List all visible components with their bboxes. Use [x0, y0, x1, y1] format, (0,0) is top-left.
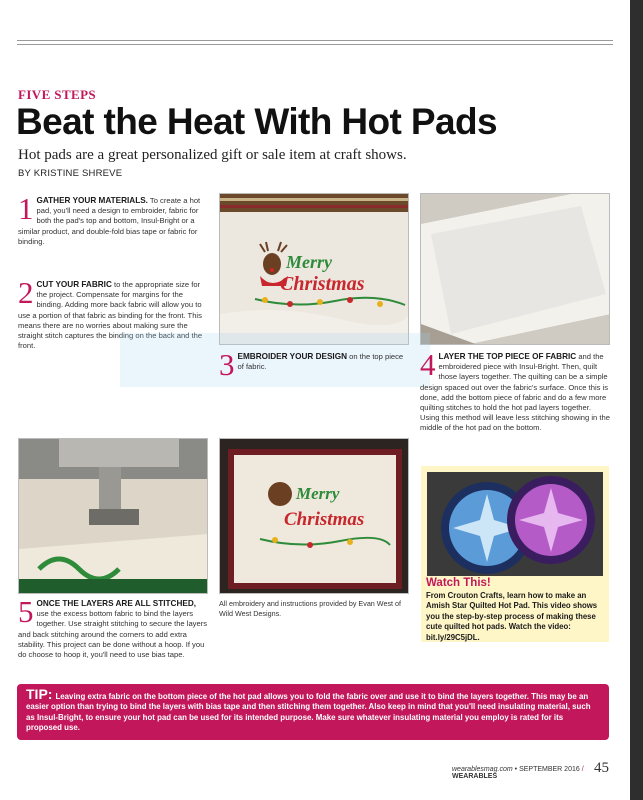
step-text: To create a hot pad, you'll need a design to embroider, fabric for both the pad's top and bottom, Insul-Bright or a similar product, and double-fold bias tape or fabric for binding.: [18, 196, 201, 246]
embroidery-illustration: [220, 194, 409, 345]
byline: BY KRISTINE SHREVE: [18, 168, 123, 179]
step-heading: ONCE THE LAYERS ARE ALL STITCHED,: [36, 599, 197, 608]
step-4: [420, 347, 612, 434]
photo-embroidery-fabric: [219, 193, 409, 345]
hot-pad-merry: Merry: [296, 484, 340, 503]
step-heading: GATHER YOUR MATERIALS.: [36, 196, 148, 205]
kicker: FIVE STEPS: [18, 87, 97, 102]
embroidery-merry: Merry: [286, 252, 332, 272]
step-text: on the top piece of fabric.: [237, 352, 404, 372]
step-number: 4: [420, 347, 436, 382]
top-rule: [17, 40, 613, 41]
footer-slash: /: [581, 766, 584, 773]
watch-title: Watch This!: [426, 577, 491, 589]
page-edge: [630, 0, 643, 800]
step-text: to the appropriate size for the project. Compensate for margins for the binding. Adding more back fabric will allow you to use a portion of that fabric as binding for the front. This means there are no worries about making sure the straight stitch captures the binding on the back and the front.: [18, 280, 203, 351]
footer-issue: SEPTEMBER 2016: [519, 766, 580, 773]
step-5: [18, 594, 210, 660]
step-number: 1: [18, 191, 34, 226]
footer-section: WEARABLES: [452, 773, 498, 780]
step-heading: EMBROIDER YOUR DESIGN: [237, 352, 347, 361]
watch-video-thumbnail[interactable]: [427, 472, 603, 576]
photo-layered-fabric: [420, 193, 610, 345]
embroidery-christmas: Christmas: [280, 273, 365, 295]
top-rule-2: [17, 44, 613, 45]
photo-finished-hot-pad: [219, 438, 409, 594]
step-heading: CUT YOUR FABRIC: [36, 280, 112, 289]
page-title: Beat the Heat With Hot Pads: [16, 101, 497, 142]
watch-text: From Crouton Crafts, learn how to make an Amish Star Quilted Hot Pad. This video shows you the step-by-step process of making these cute quilted hot pads. Watch the video: bit.ly/29C5jDL.: [426, 591, 598, 642]
footer-site: wearablesmag.com: [452, 766, 513, 773]
photo-sewing-machine: [18, 438, 208, 594]
step-number: 5: [18, 594, 34, 629]
hot-pad-christmas: Christmas: [284, 509, 365, 530]
step-text: and the embroidered piece with Insul-Bright. Then, quilt those layers together. The quilting can be a simple design spaced out over the fabric's surface. Once this is done, add the bottom piece of fabric and do a few more quilting stitches to hold the hot pad layers together. Using this method will leave less stitching showing in the middle of the hot pad on the bottom.: [420, 352, 610, 433]
step-heading: LAYER THE TOP PIECE OF FABRIC: [438, 352, 577, 361]
step-3: [219, 347, 411, 382]
footer-sep: •: [514, 766, 518, 773]
tip-label: TIP:: [26, 686, 53, 702]
dek: Hot pads are a great personalized gift or sale item at craft shows.: [18, 147, 407, 163]
photo-caption: All embroidery and instructions provided by Evan West of Wild West Designs.: [219, 599, 402, 618]
step-number: 3: [219, 347, 235, 382]
page-number: 45: [594, 760, 609, 776]
tip-text: Leaving extra fabric on the bottom piece of the hot pad allows you to fold the fabric over and use it to bind the layers together. This may be an easier option than trying to bind the layers with bias tape and then stitching them together. Also keep in mind that you'll need insulating material, such as Insul-Bright, to ensure your hot pad can be used for its intended purpose. Make sure whatever insulating material you employ is rated for its proposed use.: [26, 692, 591, 732]
step-text: use the excess bottom fabric to bind the layers together. Use straight stitching to secure the layers and back stitching around the corners to add extra stability. This project can be done without a hoop. If you do choose to hoop it, you'll need to use bias tape.: [18, 609, 208, 660]
tip-banner: [17, 684, 609, 740]
step-number: 2: [18, 275, 34, 310]
step-1: [18, 191, 208, 247]
